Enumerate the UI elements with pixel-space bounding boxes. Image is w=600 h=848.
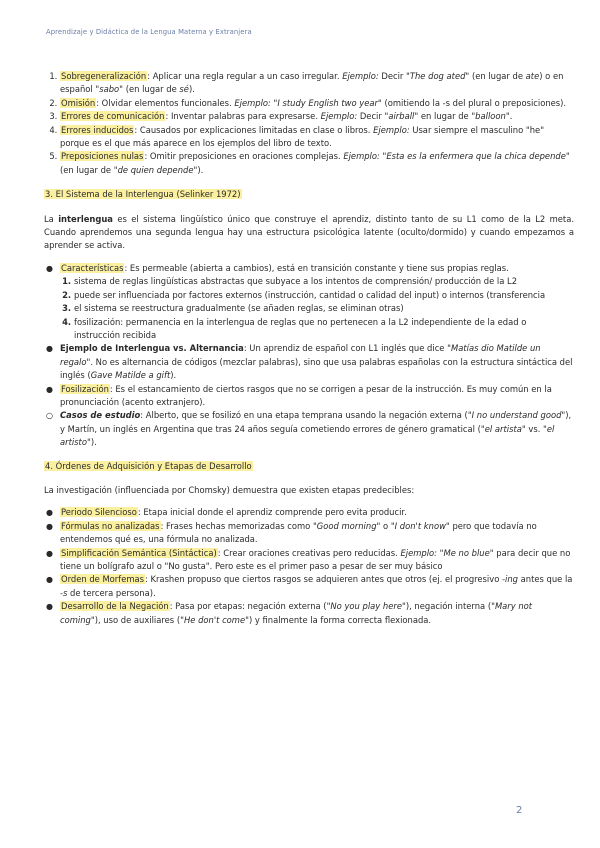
- example-quote: sé: [179, 84, 189, 95]
- text: : Inventar palabras para expresarse.: [165, 111, 321, 122]
- text: : Omitir preposiciones en oraciones complejas.: [144, 151, 344, 162]
- list-item: [46, 506, 574, 519]
- text: : Alberto, que se fosilizó en una etapa temprana usando la negación externa (: [140, 410, 468, 421]
- text: ) y finalmente la forma correcta flexionada.: [248, 614, 432, 625]
- text: ) o en español: [60, 71, 564, 95]
- text: : Krashen propuso que ciertos rasgos se adquieren antes que otros (ej. el progresivo: [145, 574, 502, 585]
- list-item: [46, 342, 574, 382]
- example-label: Ejemplo:: [320, 111, 358, 122]
- paragraph: La investigación (influenciada por Chomsky) demuestra que existen etapas predecibles:: [44, 484, 415, 495]
- example-quote: "Matías dio Matilde un regalo": [60, 343, 541, 367]
- bullet-icon: ●: [46, 263, 53, 273]
- term-highlight: Fosilización: [61, 383, 109, 394]
- text: (omitiendo la -s del plural o preposiciones).: [381, 97, 567, 108]
- text: es el sistema lingüístico único que construye el aprendiz, distinto tanto de su L1 como de la L2 meta. Cuando aprendemos una segunda lengua hay una estructura psicológica latente (oculto/dormido) y cuando empezamos a aprender se activa.: [44, 213, 574, 251]
- term-highlight: Simplificación Semántica (Sintáctica): [61, 547, 217, 558]
- text: ).: [170, 370, 177, 381]
- term-highlight: Omisión: [61, 97, 96, 108]
- section-4-heading: 4. Órdenes de Adquisición y Etapas de Desarrollo: [45, 460, 252, 471]
- example-quote: Ejemplo: "Me no blue": [400, 547, 494, 558]
- text: ).: [197, 164, 204, 175]
- example-quote: "de quien depende": [113, 164, 198, 175]
- page-content: [44, 70, 574, 627]
- term-highlight: Orden de Morfemas: [61, 574, 145, 585]
- bullet-list: [44, 262, 574, 450]
- text: ), uso de auxiliares (: [94, 614, 181, 625]
- bold-term: Ejemplo de Interlengua vs. Alternancia: [60, 343, 244, 354]
- example-quote: "Good morning": [312, 520, 381, 531]
- bullet-icon: ●: [46, 521, 53, 531]
- example-quote: "el artisto": [60, 423, 555, 448]
- list-item: [46, 547, 574, 574]
- list-item: [60, 97, 574, 110]
- example-quote: "The dog ated": [406, 71, 470, 81]
- example-label: Ejemplo:: [342, 71, 379, 81]
- sub-item: 1. sistema de reglas lingüísticas abstractas que subyace a los intentos de comprensión/ producción de la L2: [74, 275, 574, 288]
- list-item: [46, 262, 574, 342]
- text: : Pasa por etapas: negación externa (: [169, 601, 327, 612]
- list-item: [46, 573, 574, 600]
- text: Decir: [378, 71, 407, 81]
- list-item: [46, 520, 574, 547]
- text: en lugar de: [418, 111, 472, 122]
- bold-term: interlengua: [58, 213, 113, 224]
- text: : Causados por explicaciones limitadas en clase o libros.: [134, 124, 374, 135]
- text: Decir: [357, 111, 385, 122]
- example-quote: "sabo": [95, 84, 124, 95]
- text: vs.: [525, 423, 544, 434]
- example-label: Ejemplo:: [373, 124, 410, 135]
- term-highlight: Errores de comunicación: [61, 111, 165, 122]
- text: de tercera persona).: [67, 587, 156, 598]
- text: : Es el estancamiento de ciertos rasgos que no se corrigen a pesar de la instrucción. Es muy común en la pronunciación (acento extranjero).: [60, 383, 552, 407]
- list-item: [60, 110, 574, 123]
- bullet-icon: ●: [46, 548, 53, 558]
- text: Usar siempre el masculino "he" porque es el que más aparece en los ejemplos del libro de texto.: [60, 124, 545, 149]
- text: (en lugar de: [469, 71, 526, 81]
- text: para decir que no tiene un bolígrafo azul o "No gusta". Pero este es el primer paso a pesar de ser muy básico: [60, 547, 571, 571]
- bullet-icon: ●: [46, 344, 53, 354]
- bold-term: Casos de estudio: [60, 410, 141, 421]
- list-item: [46, 383, 574, 410]
- example-quote: "I don't know": [390, 520, 450, 531]
- term-highlight: Periodo Silencioso: [61, 507, 137, 518]
- bullet-icon: ●: [46, 508, 53, 518]
- text: La: [44, 213, 59, 224]
- text: : Crear oraciones creativas pero reducidas.: [217, 547, 401, 558]
- list-item: [60, 70, 574, 97]
- running-header: Aprendizaje y Didáctica de la Lengua Materna y Extranjera: [46, 28, 252, 36]
- example-quote: -s: [60, 587, 68, 598]
- text: : Aplicar una regla regular a un caso irregular.: [147, 71, 343, 81]
- section-heading: [44, 460, 574, 473]
- bullet-icon: ●: [46, 575, 53, 585]
- text: : Olvidar elementos funcionales.: [96, 97, 235, 108]
- sub-item: 2. puede ser influenciada por factores externos (instrucción, cantidad o calidad del input) o internos (transferencia: [74, 289, 574, 302]
- hollow-bullet-icon: ○: [46, 411, 53, 421]
- text: antes que la: [517, 574, 573, 585]
- text: pero que todavía no entendemos qué es, una fórmula no analizada.: [60, 520, 537, 545]
- text: (en lugar de: [60, 164, 114, 175]
- example-quote: "Mary not coming": [60, 601, 533, 625]
- term-highlight: Errores inducidos: [61, 124, 134, 135]
- section-heading: [44, 188, 574, 201]
- text: ), negación interna (: [405, 601, 492, 612]
- text: (en lugar de: [123, 84, 180, 95]
- list-item: [60, 124, 574, 151]
- term-highlight: Características: [61, 262, 124, 273]
- example-quote: Ejemplo: "I study English two year": [234, 97, 382, 108]
- example-quote: "He don't come": [180, 614, 249, 625]
- section-3-heading: 3. El Sistema de la Interlengua (Selinker 1972): [45, 189, 241, 200]
- text: o: [380, 520, 391, 531]
- bullet-icon: ●: [46, 602, 53, 612]
- example-quote: -ing: [501, 574, 518, 585]
- text: : Un aprendiz de español con L1 inglés que dice: [243, 343, 448, 354]
- paragraph: [44, 213, 574, 253]
- page-number: 2: [516, 805, 523, 816]
- text: : Etapa inicial donde el aprendiz comprende pero evita producir.: [137, 507, 407, 518]
- bullet-list: [44, 506, 574, 627]
- text: . No es alternancia de códigos (mezclar palabras), sino que usa palabras españolas con la estructura sintáctica del inglés (: [60, 356, 573, 381]
- text: ).: [90, 437, 97, 448]
- text: .: [509, 111, 513, 122]
- example-quote: "el artista": [480, 423, 526, 434]
- term-highlight: Desarrollo de la Negación: [61, 601, 169, 612]
- example-quote: ate: [525, 71, 540, 81]
- list-item: [46, 600, 574, 627]
- example-quote: Ejemplo: "Esta es la enfermera que la chica depende": [343, 151, 570, 162]
- sub-item: 4. fosilización: permanencia en la interlengua de reglas que no pertenecen a la L2 independiente de la edad o instrucción recibida: [74, 316, 574, 343]
- example-quote: "airball": [384, 111, 419, 122]
- text: ).: [188, 84, 195, 95]
- error-types-list: [44, 70, 574, 177]
- example-quote: "balloon": [471, 111, 510, 122]
- term-highlight: Preposiciones nulas: [61, 151, 144, 162]
- text: : Es permeable (abierta a cambios), está en transición constante y tiene sus propias reglas.: [124, 262, 509, 273]
- list-item: [60, 150, 574, 177]
- bullet-icon: ●: [46, 384, 53, 394]
- term-highlight: Sobregeneralización: [61, 71, 147, 81]
- text: : Frases hechas memorizadas como: [160, 520, 313, 531]
- example-quote: Gave Matilde a gift: [90, 370, 171, 381]
- example-quote: "I no understand good": [467, 410, 566, 421]
- example-quote: "No you play here": [326, 601, 406, 612]
- sub-list: [60, 275, 574, 342]
- text: ), y Martín, un inglés en Argentina que tras 24 años seguía cometiendo errores de género gramatical (: [60, 410, 572, 434]
- sub-item: 3. el sistema se reestructura gradualmente (se añaden reglas, se eliminan otras): [74, 302, 574, 315]
- list-item: [46, 409, 574, 449]
- term-highlight: Fórmulas no analizadas: [61, 520, 160, 531]
